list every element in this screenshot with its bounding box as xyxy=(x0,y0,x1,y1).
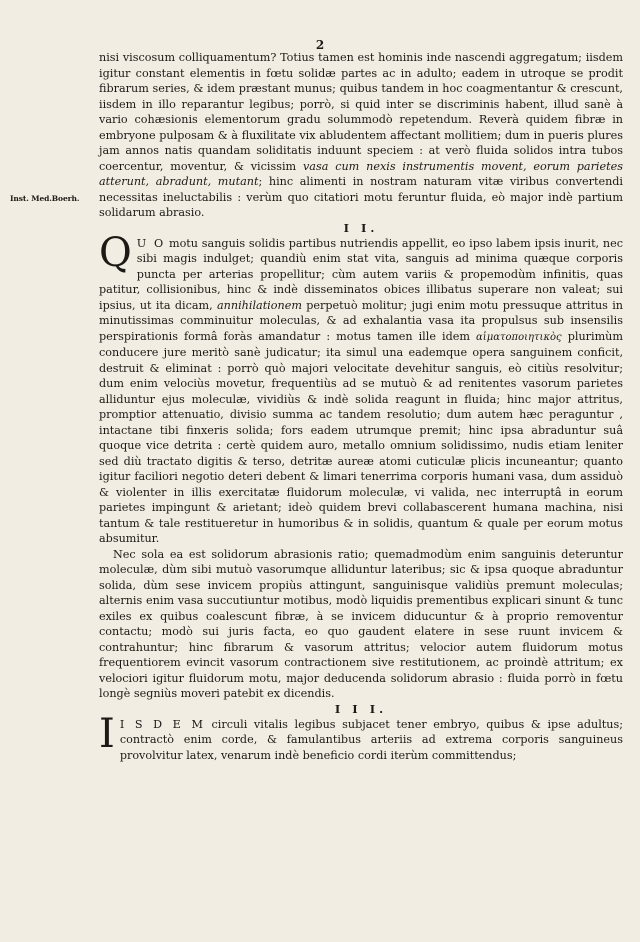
paragraph-section-2-continued: Nec sola ea est solidorum abrasionis ratio; quemadmodùm enim sanguinis deteruntur moleculæ, dùm sibi mutuò vasorumque alliduntur lateribus; sic & ipsa quoque abraduntur solida, dùm sese invicem propiùs attingunt, sanguinisque validiùs premunt moleculas; alternis enim vasa succutiuntur motibus, modò liquidis prementibus explicari sinunt & tunc exiles ex quibus coalescunt fibræ, à se invicem diducuntur & à proprio removentur contactu; modò sui juris facta, eo quo gaudent elatere in sese ruunt invicem & contrahuntur; hinc fibrarum & vasorum attritus; velocior autem fluidorum motus frequentiorem evincit vasorum contractionem sive restitutionem, ac proindè attritum; ex velociori igitur fluidorum motu, major deducenda solidorum abrasio : fluida porrò in fœtu longè segniùs moveri patebit ex dicendis. xyxy=(99,547,623,700)
section-heading-3: I I I. xyxy=(334,701,388,716)
drop-cap-q: Q xyxy=(99,229,132,276)
intro-text-a: nisi viscosum colliquamentum? Totius tamen est hominis inde nascendi aggregatum; iisdem igitur constant elementis in fœtu solidæ partes ac in adulto; eadem in utroque se prodit fibrarum series, & idem præstant munus; quibus tandem in hoc coagmentantur & crescunt, iisdem in illo reparantur legibus; porrò, si quid inter se discriminis habent, illud sanè à vario cohæsionis elementorum gradu solummodò repetendum. Reverà quidem fibræ in embryone pulposam & à fluxilitate vix abludentem affectant mollitiem; dum in pueris plures jam annos natis quandam soliditatis induunt speciem : at verò fluida solidos intra tubos coercentur, moventur, & vicissim xyxy=(99,51,623,173)
section-3-text-a: circuli vitalis legibus subjacet tener embryo, quibus & ipse adultus; contractò enim corde, & famulantibus arteriis ad extrema corporis sanguineus provolvitur latex, venarum indè beneficio cordi iterùm committendus; xyxy=(119,717,623,762)
page-number: 2 xyxy=(315,38,325,52)
section-2-text-b: perpetuò molitur; jugi enim motu pressuque attritus in minutissimas comminuitur moleculas, & ad exhalantia vasa ita propulsus sub insensilis perspirationis formâ foràs amandatur : motus tamen ille idem xyxy=(99,298,623,343)
section-heading-2: I I. xyxy=(343,220,379,235)
section-2-italic: annihilationem xyxy=(217,298,302,312)
section-2-caps: U O xyxy=(136,236,166,250)
body-text xyxy=(99,50,623,763)
greek-word: αἱματοποιητικὸς xyxy=(476,331,562,343)
margin-note: Inst. Med.Boerh. xyxy=(10,194,80,203)
paragraph-section-2 xyxy=(99,229,623,547)
paragraph-section-3 xyxy=(99,710,623,764)
intro-italic: vasa cum nexis instrumentis movent, eorum parietes atterunt, abradunt, mutant xyxy=(99,159,623,188)
intro-text-b: ; hinc alimenti in nostram naturam vitæ viribus convertendi necessitas ineluctabilis : verùm quo citatiori motu feruntur fluida, eò major indè partium solidarum abrasio. xyxy=(99,175,624,219)
paragraph-intro xyxy=(99,50,623,221)
section-3-caps: I S D E M xyxy=(119,717,205,731)
section-2-text-a: motu sanguis solidis partibus nutriendis appellit, eo ipso labem ipsis inurit, nec sibi magis indulget; quandiù enim stat vita, sanguis ad minima quæque corporis puncta per arterias propellitur; cùm autem variis & propemodùm infinitis, quas patitur, collisionibus, hinc & indè disseminatos obices illibatus superare non valeat; sui ipsius, ut ita dicam, xyxy=(99,236,623,312)
drop-cap-i: I xyxy=(99,710,115,757)
section-2-text-c: plurimùm conducere jure meritò sanè judicatur; ita simul una eademque opera sanguinem conficit, destruit & eliminat : porrò quò majori velocitate devehitur sanguis, eò citiùs resolvitur; dum enim velociùs movetur, frequentiùs ad se mutuò & ad renitentes vasorum parietes alliduntur ejus moleculæ, vividiùs & indè solida reagunt in fluida; hinc major attritus, promptior attenuatio, divisio summa ac tandem resolutio; dum autem hæc peraguntur , intactane tibi finxeris solida; fors eadem utrumque premit; hinc ipsa abraduntur suâ quoque vice detrita : certè quidem auro, metallo omnium solidissimo, nudis etiam leniter sed diù tractato digitis & terso, detritæ aureæ atomi cuticulæ plicis incuneantur; quanto igitur faciliori negotio deteri debent & limari tenerrima corporis humani vasa, dum assiduò & violenter in illis exercitatæ fluidorum moleculæ, vi valida, nec interruptâ in eorum parietes impingunt & arietant; ideò quidem brevi collabascerent humana machina, nisi tantum & tale restitueretur in humoribus & in solidis, quantum & quale per eorum motus absumitur. xyxy=(99,329,623,545)
